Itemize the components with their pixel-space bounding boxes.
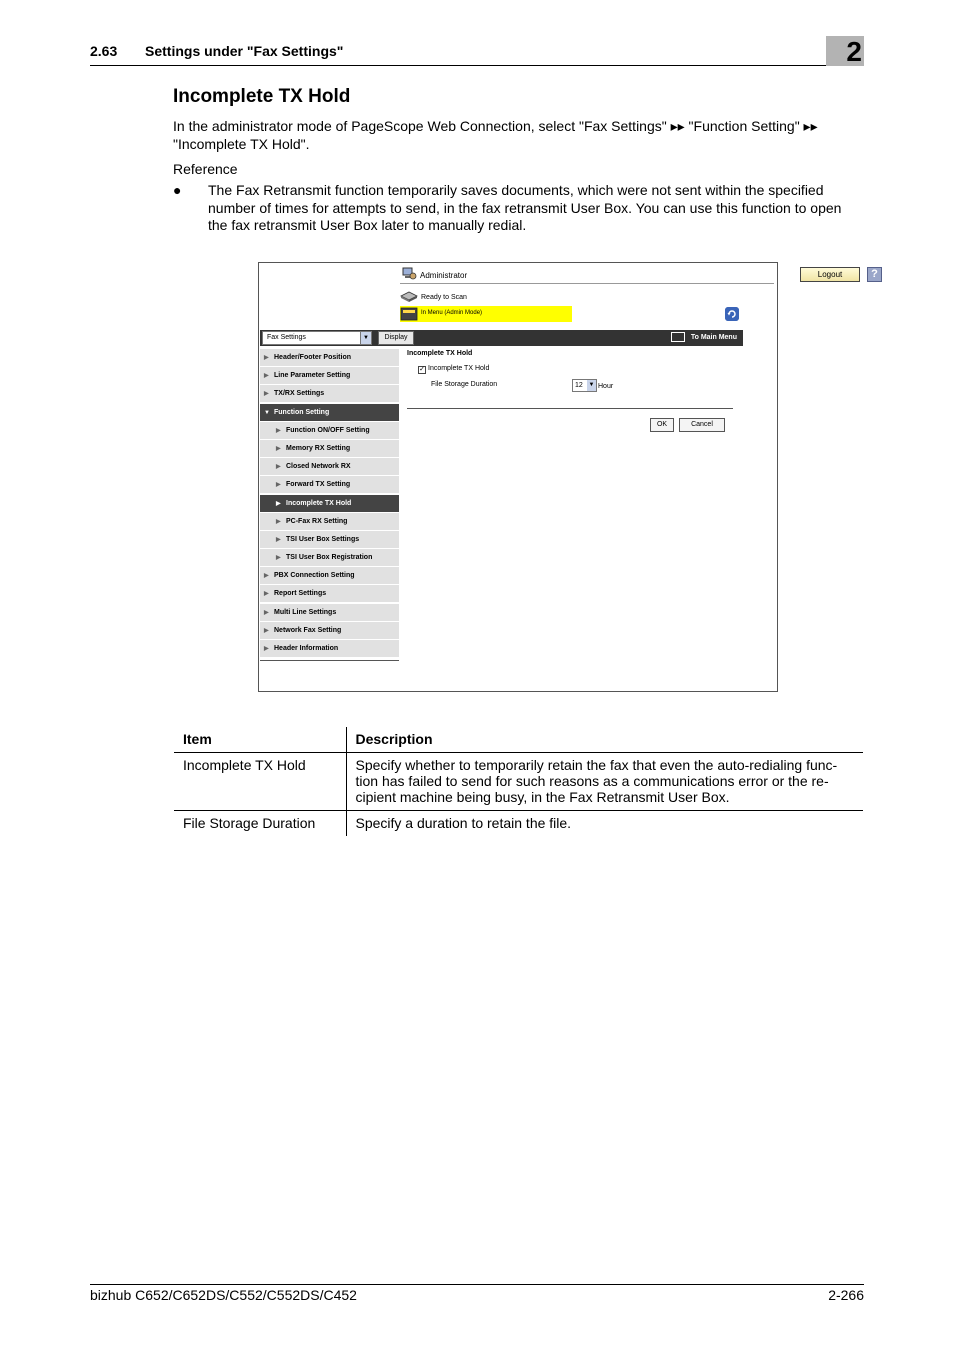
page-number: 2-266 [828, 1287, 864, 1303]
bullet-icon: ● [173, 182, 182, 198]
section-number: 2.63 [90, 43, 118, 59]
triangle-right-icon: ▶ [264, 591, 269, 598]
reference-bullet [173, 182, 863, 235]
web-connection-screenshot [258, 262, 878, 692]
triangle-right-icon: ▶ [264, 609, 269, 616]
settings-sidebar [260, 349, 399, 661]
administrator-label: Administrator [420, 271, 468, 280]
sidebar-item-memory-rx-setting[interactable]: ▶ Memory RX Setting [260, 440, 399, 457]
sidebar-item-report-settings[interactable]: ▶ Report Settings [260, 585, 399, 602]
section-title: Settings under "Fax Settings" [145, 43, 344, 59]
product-models: bizhub C652/C652DS/C552/C552DS/C452 [90, 1287, 357, 1303]
duration-unit: Hour [598, 383, 614, 390]
duration-select-value: 12 [575, 382, 583, 389]
display-button[interactable]: Display [378, 331, 414, 345]
sidebar-item-tsi-user-box-settings[interactable]: ▶ TSI User Box Settings [260, 531, 399, 548]
incomplete-tx-hold-checkbox[interactable] [418, 365, 489, 374]
checkbox-check-icon: ✓ [419, 366, 425, 373]
triangle-right-icon: ▶ [276, 555, 281, 562]
table-cell-description: Specify a duration to retain the file. [355, 814, 572, 831]
administrator-icon [402, 267, 417, 281]
chapter-tab: 2 [826, 36, 864, 66]
main-menu-icon [671, 332, 685, 342]
checkbox-label: Incomplete TX Hold [428, 365, 490, 372]
triangle-right-icon: ▶ [276, 427, 281, 434]
page-title: Incomplete TX Hold [173, 86, 351, 107]
sidebar-item-header-information[interactable]: ▶ Header Information [260, 640, 399, 657]
copier-icon [400, 306, 418, 322]
scanner-icon [400, 291, 418, 303]
sidebar-item-function-on-off-setting[interactable]: ▶ Function ON/OFF Setting [260, 422, 399, 439]
table-cell-item: File Storage Duration [174, 810, 346, 836]
mode-status-text: In Menu (Admin Mode) [421, 310, 483, 316]
column-header-item: Item [174, 727, 346, 752]
sidebar-item-pc-fax-rx-setting[interactable]: ▶ PC-Fax RX Setting [260, 513, 399, 530]
table-cell-item: Incomplete TX Hold [174, 752, 346, 810]
file-storage-duration-label: File Storage Duration [431, 381, 498, 388]
to-main-menu-link[interactable] [671, 332, 737, 342]
to-main-menu-label: To Main Menu [690, 333, 737, 341]
panel-divider [407, 408, 733, 409]
triangle-right-icon: ▶ [276, 445, 281, 452]
chevron-down-icon: ▼ [587, 380, 596, 391]
sidebar-item-header-footer-position[interactable]: ▶ Header/Footer Position [260, 349, 399, 366]
sidebar-item-tx-rx-settings[interactable]: ▶ TX/RX Settings [260, 385, 399, 402]
sidebar-item-forward-tx-setting[interactable]: ▶ Forward TX Setting [260, 476, 399, 493]
table-row [174, 752, 863, 810]
triangle-right-icon: ▶ [264, 373, 269, 380]
sidebar-item-closed-network-rx[interactable]: ▶ Closed Network RX [260, 458, 399, 475]
sidebar-item-line-parameter-setting[interactable]: ▶ Line Parameter Setting [260, 367, 399, 384]
triangle-right-icon: ▶ [264, 573, 269, 580]
reference-label: Reference [173, 161, 238, 177]
sidebar-item-network-fax-setting[interactable]: ▶ Network Fax Setting [260, 622, 399, 639]
triangle-right-icon: ▶ [276, 500, 281, 507]
sidebar-divider [260, 660, 399, 661]
admin-bar [400, 265, 878, 284]
bullet-text: The Fax Retransmit function temporarily saves documents, which were not sent within the specified number of times for attempts to send, in the fax retransmit User Box. You can use this function to open the fax retransmit User Box later to manually redial. [208, 182, 842, 233]
intro-text: In the administrator mode of PageScope Web Connection, select "Fax Settings" ▸▸ "Function Setting" ▸▸ "Incomplete TX Hold". [173, 118, 818, 152]
item-description-table [174, 727, 863, 836]
triangle-right-icon: ▶ [264, 391, 269, 398]
logout-button[interactable]: Logout [800, 267, 860, 282]
ok-button[interactable]: OK [650, 418, 674, 432]
sidebar-item-pbx-connection-setting[interactable]: ▶ PBX Connection Setting [260, 567, 399, 584]
sidebar-item-function-setting[interactable]: ▼ Function Setting [260, 404, 399, 421]
triangle-right-icon: ▶ [276, 482, 281, 489]
help-icon[interactable]: ? [867, 267, 882, 282]
triangle-right-icon: ▶ [264, 627, 269, 634]
triangle-right-icon: ▶ [264, 646, 269, 652]
sidebar-item-incomplete-tx-hold[interactable]: ▶ Incomplete TX Hold [260, 495, 399, 512]
panel-title: Incomplete TX Hold [407, 350, 473, 357]
page-header [90, 36, 864, 67]
category-select-value: Fax Settings [267, 334, 306, 341]
refresh-icon[interactable] [725, 307, 739, 321]
cancel-button[interactable]: Cancel [679, 418, 725, 432]
triangle-right-icon: ▶ [264, 355, 269, 361]
ready-status-text: Ready to Scan [421, 294, 467, 301]
page-footer [90, 1284, 864, 1303]
chevron-down-icon: ▼ [360, 332, 371, 344]
table-header-row [174, 727, 863, 752]
triangle-right-icon: ▶ [276, 464, 281, 471]
sidebar-item-tsi-user-box-registration[interactable]: ▶ TSI User Box Registration [260, 549, 399, 566]
table-row [174, 810, 863, 836]
category-select[interactable] [262, 331, 372, 345]
menu-bar [260, 330, 743, 346]
column-header-description: Description [346, 727, 863, 752]
mode-status [400, 306, 572, 322]
triangle-right-icon: ▶ [276, 518, 281, 525]
triangle-right-icon: ▶ [276, 536, 281, 543]
duration-select[interactable] [572, 379, 597, 392]
triangle-down-icon: ▼ [264, 409, 270, 416]
sidebar-item-multi-line-settings[interactable]: ▶ Multi Line Settings [260, 604, 399, 621]
table-cell-description: Specify whether to temporarily retain the fax that even the auto-redialing func-tion has failed to send for such reasons as a communications error or the re-cipient machine being busy, in the Fax Retransmit User Box. [346, 752, 863, 810]
